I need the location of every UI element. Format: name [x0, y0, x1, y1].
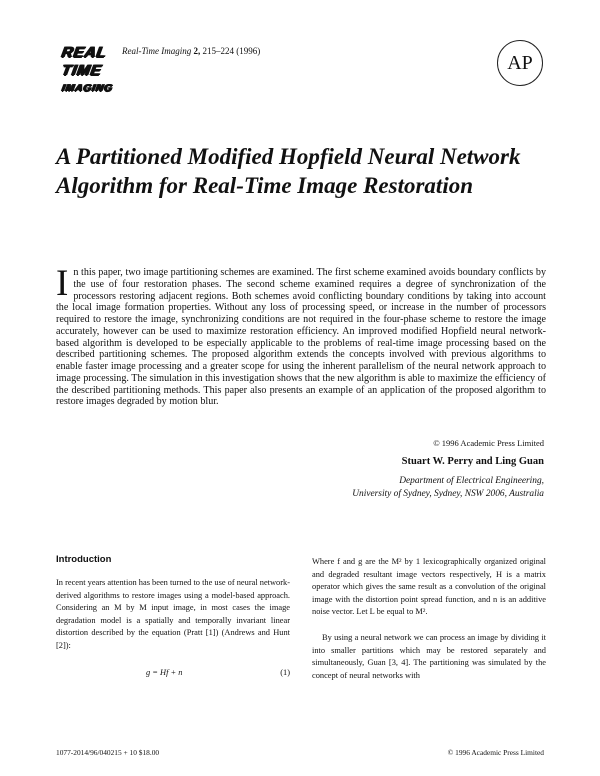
- journal-logo: [60, 44, 114, 106]
- journal-volume: 2,: [193, 46, 201, 56]
- right-column-paragraph-2: By using a neural network we can process an image by dividing it into smaller partitions which may be restored separately and simultaneously, Guan [3, 4]. The partitioning was simulated by the concept of neural networks with: [312, 633, 546, 680]
- footer-copyright: © 1996 Academic Press Limited: [447, 748, 544, 757]
- journal-pages-year: 215–224 (1996): [202, 46, 261, 56]
- section-heading-introduction: Introduction: [56, 554, 112, 565]
- journal-name: Real-Time Imaging: [122, 46, 192, 56]
- journal-citation: [122, 46, 260, 56]
- abstract-dropcap: I: [56, 263, 69, 304]
- publisher-logo-text: AP: [507, 51, 533, 74]
- logo-line-3: IMAGING: [61, 83, 114, 94]
- logo-line-1: REAL: [60, 44, 109, 61]
- footer-article-code: 1077-2014/96/040215 + 10 $18.00: [56, 748, 160, 757]
- abstract-body: n this paper, two image partitioning schemes are examined. The first scheme examined avoids boundary conflicts by the use of four restoration phases. The second scheme examined requires a degree of synchronization of the processors restoring adjacent regions. Both schemes avoid conflicting boundary conditions by taking into account the local image formation properties. Without any loss of processing speed, or increase in the number of processors required to restore the image, synchronizing conditions are not required in the four-phase scheme to restore the image accurately, however can be used to maximize restoration efficiency. An improved modified Hopfield neural network-based algorithm is developed to be especially applicable to the problems of real-time image processing based on the described partitioning schemes. The proposed algorithm extends the concepts involved with previous algorithms to enable faster image processing and a greater scope for using the inherent parallelism of the neural network approach to image processing. The simulation in this investigation shows that the new algorithm is able to maximize the efficiency of the described partitioning methods. This paper also presents an example of an application of the proposed algorithm to restore images degraded by motion blur.: [56, 267, 546, 408]
- equation-expression: g = Hf + n: [146, 668, 183, 677]
- authors: Stuart W. Perry and Ling Guan: [401, 456, 544, 467]
- right-column-paragraph-1: Where f and g are the M² by 1 lexicographically organized original and degraded resultant image vectors respectively, H is a matrix operator which gives the same result as a convolution of the original image with the distortion point spread function, and n is an additive noise vector. Let L be equal to M².: [312, 557, 546, 616]
- abstract-copyright: © 1996 Academic Press Limited: [433, 438, 544, 448]
- logo-line-2: TIME: [60, 62, 104, 79]
- affiliation-department: Department of Electrical Engineering,: [399, 476, 544, 486]
- abstract: [56, 263, 546, 408]
- publisher-logo: [497, 40, 543, 86]
- article-title: A Partitioned Modified Hopfield Neural Network Algorithm for Real-Time Image Restoration: [56, 144, 521, 198]
- affiliation-university: University of Sydney, Sydney, NSW 2006, Australia: [352, 489, 544, 499]
- equation-1: [56, 668, 290, 682]
- equation-number: (1): [280, 668, 290, 677]
- intro-paragraph: In recent years attention has been turned to the use of neural network-derived algorithms to restore images using a model-based approach. Considering an M by M input image, in most cases the image degradation model is a spatially and temporally invariant linear distortion described by the equation (Pratt [1]) (Andrews and Hunt [2]):: [56, 578, 290, 650]
